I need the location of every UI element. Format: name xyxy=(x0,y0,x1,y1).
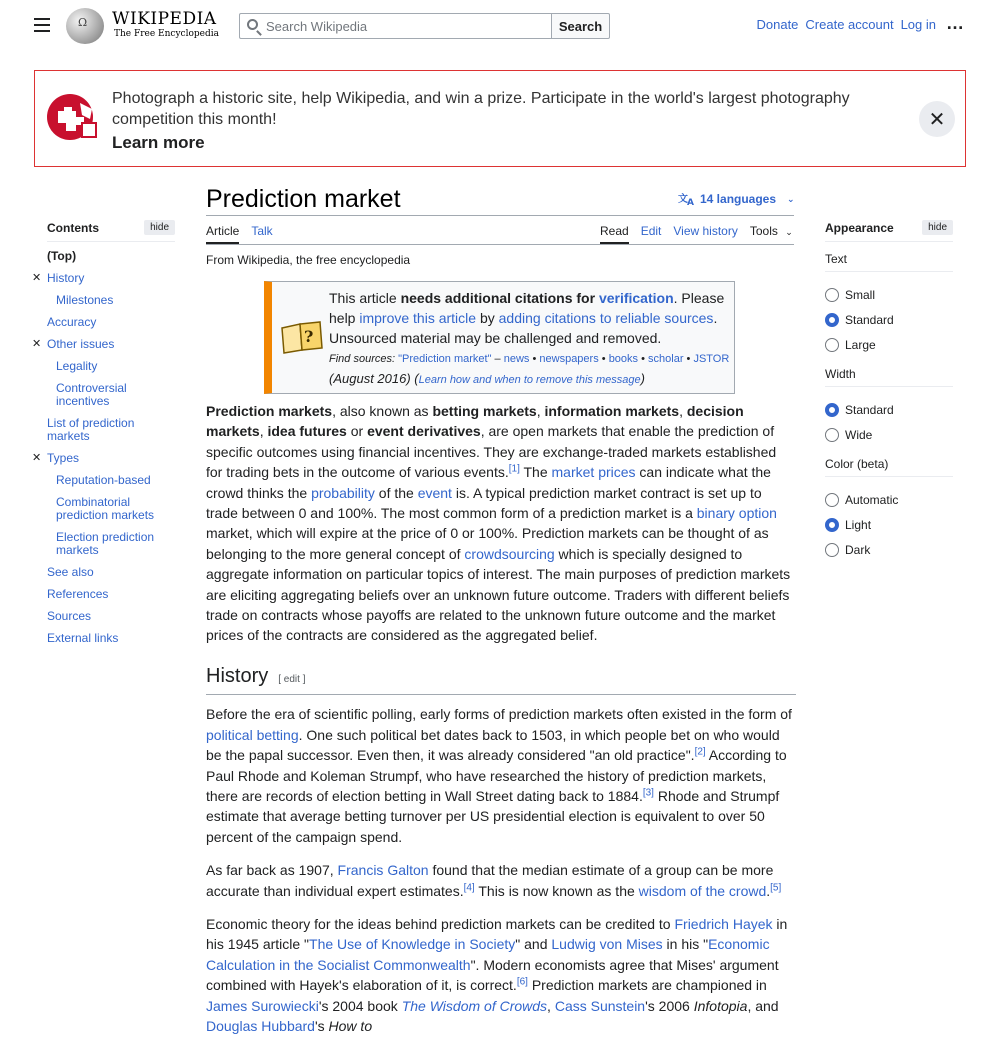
market-prices-link[interactable]: market prices xyxy=(551,464,636,481)
text: , xyxy=(547,997,555,1014)
text: The xyxy=(519,464,552,481)
toc-title: Contents xyxy=(47,220,99,235)
radio-icon[interactable] xyxy=(825,338,839,352)
banner-learn-more[interactable]: Learn more xyxy=(112,133,205,152)
tab-article[interactable]: Article xyxy=(206,224,239,244)
text: market, which will expire at the price of 0 or 100%. Prediction markets can be thought of as belonging to the more general concept of xyxy=(206,525,769,562)
text: in his 1945 article " xyxy=(206,915,788,953)
option-label: Large xyxy=(845,337,876,352)
toc-item-legality[interactable]: Legality xyxy=(56,359,98,373)
text: , xyxy=(679,403,687,419)
option-label: Standard xyxy=(845,312,894,327)
sep: • xyxy=(683,353,694,365)
radio-selected-icon[interactable] xyxy=(825,313,839,327)
main-menu-icon[interactable] xyxy=(34,18,50,32)
radio-selected-icon[interactable] xyxy=(825,518,839,532)
text: found that the median estimate of a group can be more accurate than individual expert estimates. xyxy=(206,862,774,899)
citation-ref[interactable]: [4] xyxy=(463,881,475,893)
toc-item-controversial-incentives[interactable]: Controversial incentives xyxy=(56,381,127,408)
chevron-down-icon: ⌄ xyxy=(785,227,793,237)
table-of-contents xyxy=(32,220,175,654)
site-sub: From Wikipedia, the free encyclopedia xyxy=(206,253,411,267)
tagline: The Free Encyclopedia xyxy=(114,29,219,39)
citations-link[interactable]: adding citations to reliable sources xyxy=(498,310,714,326)
toc-item-accuracy[interactable]: Accuracy xyxy=(47,315,97,329)
search-button[interactable]: Search xyxy=(551,13,610,39)
text: As far back as 1907, xyxy=(206,862,338,879)
view-tabs xyxy=(600,224,793,244)
text: is. A typical prediction market contract is set up to trade between 0 and 100%. The most common form of a prediction market is a xyxy=(206,484,762,522)
toc-item-combinatorial[interactable]: Combinatorial prediction markets xyxy=(56,495,155,522)
notice-date: (August 2016) xyxy=(329,371,411,386)
citation-ref[interactable]: [3] xyxy=(642,787,654,799)
text: , are open markets that enable the prediction of specific outcomes using financial incentives. They are exchange-traded markets established for trading bets in the outcome of various events. xyxy=(206,423,777,481)
wisdom-of-crowds-book-link[interactable]: The Wisdom of Crowds xyxy=(401,997,548,1014)
color-label: Color (beta) xyxy=(825,457,953,477)
tab-talk[interactable]: Talk xyxy=(251,224,273,238)
citation-notice xyxy=(264,281,735,394)
heading-text: History xyxy=(206,664,269,687)
text: ". Modern economists agree that Mises' argument combined with Hayek's elaboration of it, is correct. xyxy=(206,956,779,994)
banner-text: Photograph a historic site, help Wikipedia, and win a prize. Participate in the world's largest photography competition this month! xyxy=(112,90,850,128)
economic-calculation-link[interactable]: Economic Calculation in the Socialist Commonwealth xyxy=(206,936,770,973)
edit-section-link[interactable]: [ edit ] xyxy=(278,673,306,685)
text: Rhode and Strumpf estimate that average betting turnover per US presidential election is equivalent to over 50 percent of the campaign spend. xyxy=(206,787,780,845)
notice-t2: needs additional citations for xyxy=(400,290,599,306)
toc-item-external-links[interactable]: External links xyxy=(47,631,119,645)
event-link[interactable]: event xyxy=(417,484,452,501)
text: , also known as xyxy=(332,403,433,419)
lead-paragraph xyxy=(206,401,796,646)
toc-item-other-issues[interactable]: Other issues xyxy=(47,337,115,351)
language-button[interactable] xyxy=(678,192,795,206)
hayek-link[interactable]: Friedrich Hayek xyxy=(674,915,773,932)
toc-item-reputation-based[interactable]: Reputation-based xyxy=(56,473,151,487)
text-size-label: Text xyxy=(825,252,953,272)
toc-toggle-other-issues-icon[interactable]: ✕ xyxy=(32,338,42,350)
width-label: Width xyxy=(825,367,953,387)
sep: • xyxy=(598,353,609,365)
text: " and xyxy=(515,936,552,953)
sunstein-link[interactable]: Cass Sunstein xyxy=(554,997,646,1014)
text: According to Paul Rhode and Koleman Strumpf, who have researched the history of prediction markets, there are records of election betting in Wall Street dating back to 1884. xyxy=(206,747,787,804)
find-sources xyxy=(329,349,734,390)
personal-tools xyxy=(756,17,936,32)
citation-ref[interactable]: [5] xyxy=(770,881,782,893)
text-size-large[interactable] xyxy=(825,332,953,357)
improve-link[interactable]: improve this article xyxy=(359,310,477,326)
appearance-hide-button[interactable]: hide xyxy=(922,220,953,235)
option-label: Standard xyxy=(845,402,894,417)
language-count: 14 languages xyxy=(700,192,777,206)
text: . xyxy=(766,882,771,899)
hubbard-link[interactable]: Douglas Hubbard xyxy=(206,1017,315,1034)
radio-icon[interactable] xyxy=(825,288,839,302)
text: 's 2004 book xyxy=(318,997,402,1014)
toc-item-see-also[interactable]: See also xyxy=(47,565,94,579)
jstor-link[interactable]: JSTOR xyxy=(693,353,730,365)
tools-label: Tools xyxy=(749,224,778,238)
wiki-loves-monuments-icon xyxy=(46,93,99,141)
appearance-panel xyxy=(825,220,953,562)
probability-link[interactable]: probability xyxy=(311,484,375,501)
width-standard[interactable] xyxy=(825,397,953,422)
page-title: Prediction market xyxy=(206,185,401,213)
divider xyxy=(206,215,794,216)
option-label: Small xyxy=(845,287,876,302)
text: which is specially designed to aggregate information on particular topics of interest. The main purposes of prediction markets are eliciting aggregating beliefs over an unknown future outcome. Traders with different beliefs trade on contracts whose payoffs are related to the unknown future outcome and the market prices of the contracts are considered as the aggregated belief. xyxy=(206,545,791,644)
text: Before the era of scientific polling, early forms of prediction markets often existed in the form of xyxy=(206,706,792,723)
term: event derivatives xyxy=(367,423,481,440)
history-paragraph-3 xyxy=(206,914,796,1036)
toc-item-references[interactable]: References xyxy=(47,587,109,601)
color-light[interactable] xyxy=(825,512,953,537)
option-label: Light xyxy=(845,517,872,532)
translate-icon xyxy=(678,192,695,206)
text: . One such political bet dates back to 1503, in which people bet on who would be the papal successor. Even then, it was already considered "an old practice". xyxy=(206,726,780,764)
term: information markets xyxy=(544,403,680,419)
text: of the xyxy=(374,484,418,501)
history-heading xyxy=(206,666,796,695)
search-field[interactable] xyxy=(239,13,552,39)
verification-link[interactable]: verification xyxy=(598,290,674,306)
toc-toggle-types-icon[interactable]: ✕ xyxy=(32,452,42,464)
more-options-icon[interactable]: … xyxy=(946,13,964,33)
sep: • xyxy=(529,353,540,365)
political-betting-link[interactable]: political betting xyxy=(206,726,299,743)
francis-galton-link[interactable]: Francis Galton xyxy=(337,862,429,879)
toc-item-milestones[interactable]: Milestones xyxy=(56,293,114,307)
chevron-down-icon: ⌄ xyxy=(787,193,795,204)
radio-icon[interactable] xyxy=(825,428,839,442)
notice-t4: . Please help xyxy=(329,290,725,326)
wikipedia-logo[interactable] xyxy=(66,8,219,44)
campaign-banner xyxy=(34,70,966,167)
history-paragraph-1 xyxy=(206,704,796,847)
option-label: Wide xyxy=(845,427,873,442)
scholar-link[interactable]: scholar xyxy=(648,353,684,365)
toc-item-sources[interactable]: Sources xyxy=(47,609,92,623)
toc-hide-button[interactable]: hide xyxy=(144,220,175,235)
toc-item-history[interactable]: History xyxy=(47,271,85,285)
term: betting markets xyxy=(432,403,537,419)
text-size-standard[interactable] xyxy=(825,307,953,332)
notice-t1: This article xyxy=(329,290,401,306)
toc-item-top[interactable]: (Top) xyxy=(47,249,77,263)
news-link[interactable]: news xyxy=(503,353,530,365)
text: in his " xyxy=(662,936,709,953)
text: This is now known as the xyxy=(474,882,639,899)
term: decision markets xyxy=(206,403,744,440)
globe-icon: Ω xyxy=(66,8,104,44)
tab-edit[interactable]: Edit xyxy=(640,224,662,238)
dash: – xyxy=(491,353,504,365)
query-link[interactable]: "Prediction market" xyxy=(398,353,492,365)
divider xyxy=(206,244,794,245)
binary-option-link[interactable]: binary option xyxy=(696,505,777,522)
tab-read[interactable]: Read xyxy=(600,224,629,244)
paren-close: ) xyxy=(640,371,645,386)
learn-remove-link[interactable]: Learn how and when to remove this message xyxy=(418,374,641,386)
radio-selected-icon[interactable] xyxy=(825,403,839,417)
close-icon[interactable]: ✕ xyxy=(919,101,955,137)
question-book-icon xyxy=(280,320,324,354)
text: Prediction markets are championed in xyxy=(527,977,767,994)
toc-item-election[interactable]: Election prediction markets xyxy=(56,530,155,557)
text: Economic theory for the ideas behind prediction markets can be credited to xyxy=(206,915,675,932)
radio-icon[interactable] xyxy=(825,543,839,557)
wordmark: WIKIPEDIA xyxy=(112,9,217,29)
text-size-small[interactable] xyxy=(825,282,953,307)
svg-text:文: 文 xyxy=(678,194,688,205)
text: 's xyxy=(314,1017,329,1034)
search-icon xyxy=(247,19,258,30)
notice-t8: . Unsourced material may be challenged and removed. xyxy=(329,310,718,346)
toc-item-list[interactable]: List of prediction markets xyxy=(47,416,135,443)
citation-ref[interactable]: [2] xyxy=(694,746,706,758)
crowdsourcing-link[interactable]: crowdsourcing xyxy=(464,545,555,562)
citation-ref[interactable]: [1] xyxy=(508,463,520,475)
text: can indicate what the crowd thinks the xyxy=(206,464,771,501)
namespace-tabs xyxy=(206,224,273,244)
notice-t6: by xyxy=(476,310,499,326)
term: Prediction markets xyxy=(206,403,333,419)
infotopia-title: Infotopia xyxy=(693,997,748,1014)
tab-view-history[interactable]: View history xyxy=(673,224,738,238)
newspapers-link[interactable]: newspapers xyxy=(539,353,599,365)
appearance-title: Appearance xyxy=(825,220,894,235)
donate-link[interactable]: Donate xyxy=(756,17,799,32)
toc-toggle-history-icon[interactable]: ✕ xyxy=(32,272,42,284)
find-sources-label: Find sources: xyxy=(329,353,396,365)
tab-tools[interactable] xyxy=(750,224,793,244)
color-dark[interactable] xyxy=(825,537,953,562)
login-link[interactable]: Log in xyxy=(900,17,936,32)
text: , xyxy=(259,423,268,440)
option-label: Automatic xyxy=(845,492,899,507)
width-wide[interactable] xyxy=(825,422,953,447)
text: , and xyxy=(747,997,779,1014)
search-input[interactable] xyxy=(266,17,546,35)
svg-text:A: A xyxy=(687,198,694,208)
sep: • xyxy=(638,353,649,365)
svg-text:?: ? xyxy=(304,327,314,346)
notice-text xyxy=(329,288,734,348)
book-title: How to xyxy=(328,1017,373,1034)
option-label: Dark xyxy=(845,542,871,557)
radio-icon[interactable] xyxy=(825,493,839,507)
use-of-knowledge-link[interactable]: The Use of Knowledge in Society xyxy=(309,936,516,953)
citation-ref[interactable]: [6] xyxy=(516,976,528,988)
history-paragraph-2 xyxy=(206,860,796,901)
text: , xyxy=(536,403,545,419)
toc-item-types[interactable]: Types xyxy=(47,451,80,465)
color-automatic[interactable] xyxy=(825,487,953,512)
article-body xyxy=(206,401,796,1049)
create-account-link[interactable]: Create account xyxy=(805,17,894,32)
mises-link[interactable]: Ludwig von Mises xyxy=(551,936,663,953)
text: or xyxy=(346,423,368,440)
surowiecki-link[interactable]: James Surowiecki xyxy=(206,997,319,1014)
books-link[interactable]: books xyxy=(608,353,639,365)
term: idea futures xyxy=(267,423,347,440)
text: 's 2006 xyxy=(645,997,694,1014)
paren-open: ( xyxy=(410,371,419,386)
wisdom-of-crowd-link[interactable]: wisdom of the crowd xyxy=(638,882,767,899)
